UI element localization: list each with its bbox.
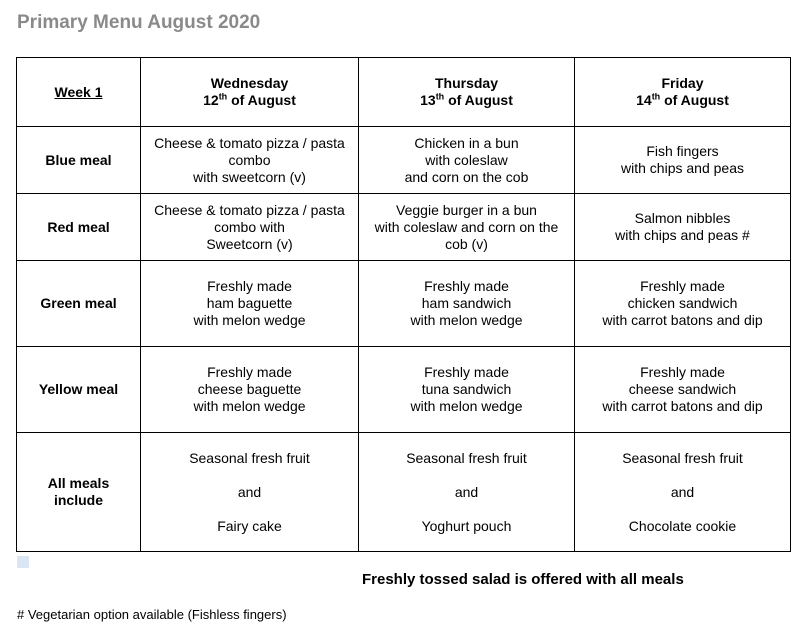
salad-note: Freshly tossed salad is offered with all meals: [362, 571, 684, 588]
row-label: Green meal: [17, 261, 141, 347]
page-title: Primary Menu August 2020: [17, 12, 261, 33]
menu-cell: Freshly made cheese sandwich with carrot batons and dip: [575, 347, 791, 433]
week-label: Week 1: [54, 83, 103, 100]
menu-cell: Fish fingers with chips and peas: [575, 127, 791, 194]
menu-cell: Seasonal fresh fruit and Yoghurt pouch: [359, 433, 575, 552]
day-name: Thursday: [434, 75, 498, 91]
day-header-thursday: [359, 58, 575, 127]
row-label: Blue meal: [17, 127, 141, 194]
menu-cell: Cheese & tomato pizza / pasta combo with Sweetcorn (v): [141, 194, 359, 261]
menu-cell: Veggie burger in a bun with coleslaw and corn on the cob (v): [359, 194, 575, 261]
day-name: Wednesday: [210, 75, 289, 91]
day-header-friday: [575, 58, 791, 127]
row-label: Yellow meal: [17, 347, 141, 433]
day-name: Friday: [661, 75, 704, 91]
all-meals-row: [17, 433, 791, 552]
menu-cell: Chicken in a bun with coleslaw and corn on the cob: [359, 127, 575, 194]
day-header-wednesday: [141, 58, 359, 127]
green-meal-row: [17, 261, 791, 347]
menu-cell: Salmon nibbles with chips and peas #: [575, 194, 791, 261]
menu-cell: Freshly made tuna sandwich with melon wedge: [359, 347, 575, 433]
menu-cell: Seasonal fresh fruit and Chocolate cookie: [575, 433, 791, 552]
blue-meal-row: [17, 127, 791, 194]
row-label: All meals include: [17, 433, 141, 552]
menu-table: [16, 57, 791, 552]
day-date: 13th of August: [420, 91, 513, 108]
day-date: 12th of August: [203, 91, 296, 108]
week-header-cell: [17, 58, 141, 127]
menu-cell: Seasonal fresh fruit and Fairy cake: [141, 433, 359, 552]
red-meal-row: [17, 194, 791, 261]
text-cursor-marker: [17, 556, 29, 568]
header-row: [17, 58, 791, 127]
footnote: # Vegetarian option available (Fishless fingers): [17, 607, 287, 622]
menu-cell: Cheese & tomato pizza / pasta combo with sweetcorn (v): [141, 127, 359, 194]
menu-cell: Freshly made cheese baguette with melon wedge: [141, 347, 359, 433]
menu-cell: Freshly made ham sandwich with melon wedge: [359, 261, 575, 347]
day-date: 14th of August: [636, 91, 729, 108]
row-label: Red meal: [17, 194, 141, 261]
yellow-meal-row: [17, 347, 791, 433]
menu-cell: Freshly made ham baguette with melon wedge: [141, 261, 359, 347]
menu-cell: Freshly made chicken sandwich with carrot batons and dip: [575, 261, 791, 347]
